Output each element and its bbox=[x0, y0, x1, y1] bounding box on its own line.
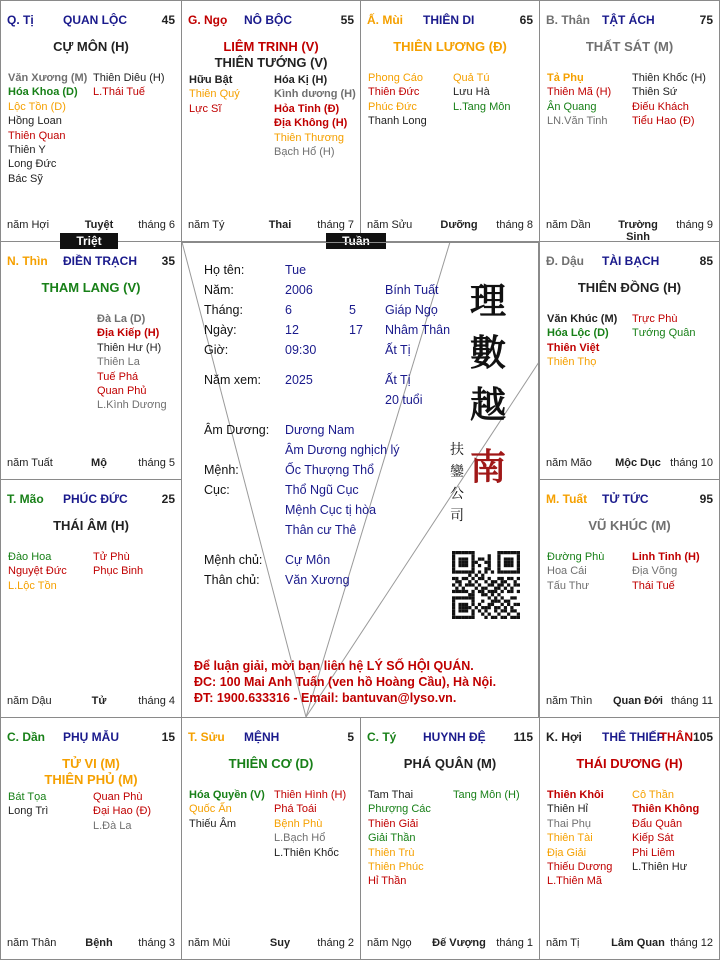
star-item: Thai Phụ bbox=[547, 817, 592, 830]
qr-code-icon bbox=[452, 551, 520, 619]
star-item: Quả Tú bbox=[453, 72, 490, 84]
palace-name: ĐIỀN TRẠCH bbox=[63, 254, 137, 268]
star-item: Tả Phụ bbox=[547, 72, 584, 84]
stars-right bbox=[93, 550, 181, 579]
star-item: Trực Phù bbox=[632, 313, 678, 325]
star-item: Thiên Sứ bbox=[632, 86, 678, 99]
palace-mui bbox=[360, 0, 540, 242]
star-item: Bác Sỹ bbox=[8, 172, 43, 185]
main-star: THIÊN TƯỚNG (V) bbox=[214, 55, 328, 70]
star-item: Phi Liêm bbox=[632, 846, 675, 859]
gio-label: Giờ: bbox=[204, 343, 229, 357]
palace-header bbox=[540, 730, 719, 744]
main-star: THIÊN CƠ (D) bbox=[228, 756, 314, 771]
am-duong-label: Âm Dương: bbox=[204, 423, 270, 437]
stars-left bbox=[547, 71, 639, 129]
star-item: Cô Thần bbox=[632, 789, 674, 801]
palace-footer bbox=[546, 937, 713, 951]
star-item: Hóa Khoa (D) bbox=[8, 86, 78, 99]
palace-tuat bbox=[539, 479, 720, 718]
palace-year: năm Thân bbox=[7, 937, 57, 949]
palace-stage: Suy bbox=[269, 937, 291, 949]
nam-xem-can: Ất Tị bbox=[385, 373, 411, 387]
star-item: Phượng Các bbox=[368, 803, 431, 816]
main-star: THÁI DƯƠNG (H) bbox=[576, 756, 683, 771]
palace-number: 45 bbox=[161, 13, 175, 27]
star-item: Thiên Thương bbox=[274, 131, 345, 144]
star-item: Thiên Y bbox=[8, 144, 46, 157]
am-duong-value: Dương Nam bbox=[285, 423, 355, 437]
star-item: Văn Khúc (M) bbox=[547, 313, 618, 325]
nam-xem-value: 2025 bbox=[285, 373, 313, 387]
palace-branch: C. Tý bbox=[367, 730, 397, 744]
star-item: Điếu Khách bbox=[632, 100, 689, 113]
palace-year: năm Mùi bbox=[188, 937, 231, 949]
star-item: Thiên Giải bbox=[368, 817, 419, 830]
star-item: Hỏa Tinh (Đ) bbox=[274, 102, 340, 115]
star-item: Đường Phù bbox=[547, 551, 605, 563]
palace-dau bbox=[539, 241, 720, 480]
star-item: Lưu Hà bbox=[453, 86, 490, 99]
star-item: Thiên Mã (H) bbox=[547, 86, 612, 99]
star-item: Văn Xương (M) bbox=[8, 72, 88, 84]
star-item: L.Thiên Mã bbox=[547, 875, 603, 888]
seal-char-2: 數 bbox=[470, 332, 507, 374]
main-star: THIÊN PHỦ (M) bbox=[44, 772, 138, 787]
star-item: Thiên Hỉ bbox=[547, 803, 588, 816]
palace-header bbox=[182, 13, 360, 27]
star-item: Long Đức bbox=[8, 158, 57, 171]
star-item: Tướng Quân bbox=[632, 327, 696, 340]
star-item: Tấu Thư bbox=[547, 579, 590, 592]
stars-left bbox=[8, 790, 100, 819]
star-item: Bệnh Phù bbox=[274, 817, 323, 830]
palace-name: TẬT ÁCH bbox=[602, 13, 655, 27]
star-item: Thiên Quý bbox=[189, 88, 240, 101]
main-star: THIÊN LƯƠNG (Đ) bbox=[393, 39, 507, 54]
contact-line-3: ĐT: 1900.633316 - Email: bantuvan@lyso.vn. bbox=[194, 691, 457, 705]
palace-branch: C. Dần bbox=[7, 730, 46, 744]
palace-footer bbox=[7, 457, 175, 471]
star-item: Hỉ Thần bbox=[368, 875, 407, 888]
stars-right bbox=[453, 788, 540, 802]
stars-right bbox=[632, 550, 720, 593]
palace-header bbox=[1, 13, 181, 27]
star-item: Hoa Cái bbox=[547, 565, 587, 578]
palace-branch: K. Hợi bbox=[546, 730, 582, 744]
palace-stage: Thai bbox=[268, 219, 292, 231]
palace-year: năm Sửu bbox=[367, 219, 413, 231]
star-item: L.Thiên Khốc bbox=[274, 846, 339, 859]
palace-stage: Quan Đới bbox=[613, 695, 663, 707]
stars-left bbox=[368, 71, 460, 129]
palace-number: 105 bbox=[692, 730, 713, 744]
star-item: L.Thái Tuế bbox=[93, 86, 145, 99]
stars-left bbox=[547, 312, 639, 370]
star-item: Phong Cáo bbox=[368, 72, 424, 84]
palace-branch: G. Ngọ bbox=[188, 13, 228, 27]
star-item: Tang Môn (H) bbox=[453, 789, 520, 801]
star-item: Thiên Việt bbox=[547, 341, 600, 354]
palace-header bbox=[182, 730, 360, 744]
ngay-can: Nhâm Thân bbox=[385, 323, 451, 337]
nam-can: Bính Tuất bbox=[385, 283, 439, 297]
palace-branch: N. Thìn bbox=[7, 254, 48, 268]
star-item: Thiên Khôi bbox=[547, 789, 604, 801]
palace-header bbox=[1, 730, 181, 744]
star-item: Đào Hoa bbox=[8, 551, 52, 563]
palace-mao bbox=[0, 479, 182, 718]
star-item: LN.Văn Tinh bbox=[547, 115, 608, 128]
palace-ngo bbox=[181, 0, 361, 242]
palace-number: 115 bbox=[513, 730, 533, 744]
menh-value: Ốc Thượng Thổ bbox=[285, 463, 375, 477]
palace-year: năm Tị bbox=[546, 937, 580, 949]
palace-month: tháng 6 bbox=[138, 219, 175, 231]
center-info-panel bbox=[181, 242, 539, 718]
palace-than bbox=[539, 0, 720, 242]
star-item: L.Lộc Tồn bbox=[8, 579, 57, 592]
star-item: Phục Binh bbox=[93, 565, 144, 578]
ngay-label: Ngày: bbox=[204, 323, 237, 337]
gio-can: Ất Tị bbox=[385, 343, 411, 357]
star-item: Nguyệt Đức bbox=[8, 565, 67, 578]
star-item: Tiểu Hao (Đ) bbox=[632, 115, 695, 128]
star-item: Lực Sĩ bbox=[189, 102, 222, 115]
palace-month: tháng 8 bbox=[496, 219, 533, 231]
main-star: THIÊN ĐỒNG (H) bbox=[577, 280, 682, 295]
palace-header bbox=[540, 492, 719, 506]
main-star: THẤT SÁT (M) bbox=[585, 39, 674, 54]
nam-value: 2006 bbox=[285, 283, 313, 297]
palace-name: NÔ BỘC bbox=[244, 13, 292, 27]
palace-year: năm Dần bbox=[546, 219, 591, 231]
palace-stage: Dưỡng bbox=[440, 219, 478, 231]
palace-stage: Mộc Dục bbox=[615, 457, 661, 469]
star-item: Hóa Quyền (V) bbox=[189, 789, 265, 801]
palace-month: tháng 4 bbox=[138, 695, 175, 707]
star-item: Thiên Hình (H) bbox=[274, 789, 347, 801]
star-item: Thiên Tài bbox=[547, 832, 593, 845]
palace-footer bbox=[188, 219, 354, 233]
star-item: Tuế Phá bbox=[97, 370, 139, 383]
star-item: Địa Giải bbox=[547, 846, 587, 859]
menh-label: Mệnh: bbox=[204, 463, 239, 477]
palace-number: 15 bbox=[161, 730, 175, 744]
palace-name: TÀI BẠCH bbox=[602, 254, 660, 268]
palace-name: HUYNH ĐỆ bbox=[423, 730, 486, 744]
thang-am: 5 bbox=[349, 303, 356, 317]
palace-year: năm Thìn bbox=[546, 695, 593, 707]
cuc-note-2: Thân cư Thê bbox=[285, 523, 357, 537]
main-star: THAM LANG (V) bbox=[41, 280, 141, 295]
star-item: Đại Hao (Đ) bbox=[93, 805, 152, 818]
stars-right bbox=[93, 790, 181, 833]
main-star: THÁI ÂM (H) bbox=[53, 518, 129, 533]
star-item: Thiên Đức bbox=[368, 86, 420, 99]
palace-name: PHỤ MẪU bbox=[63, 730, 119, 744]
palace-year: năm Mão bbox=[546, 457, 592, 469]
star-item: Đẩu Quân bbox=[632, 817, 683, 830]
stars-right bbox=[632, 312, 720, 341]
star-item: Quan Phủ bbox=[97, 385, 147, 398]
palace-footer bbox=[7, 937, 175, 951]
star-item: Đà La (D) bbox=[97, 313, 146, 325]
palace-year: năm Tý bbox=[188, 219, 225, 231]
cuc-note-1: Mệnh Cục tị hòa bbox=[285, 503, 377, 517]
star-item: Phúc Đức bbox=[368, 100, 417, 113]
stars-left bbox=[368, 788, 460, 889]
palace-month: tháng 2 bbox=[317, 937, 354, 949]
palace-stage: Đế Vượng bbox=[432, 937, 486, 949]
palace-footer bbox=[188, 937, 354, 951]
palace-header bbox=[361, 730, 539, 744]
palace-branch: T. Sửu bbox=[188, 730, 225, 744]
palace-branch: M. Tuất bbox=[546, 492, 588, 506]
palace-stage: Lâm Quan bbox=[611, 937, 665, 949]
thang-can: Giáp Ngọ bbox=[385, 303, 438, 317]
contact-line-1: Để luận giải, mời bạn liên hệ LÝ SỐ HỘI QUÁN. bbox=[194, 659, 474, 673]
tuan-tag: Tuần bbox=[326, 233, 386, 249]
seal-char-3: 越 bbox=[470, 384, 507, 426]
star-item: Thanh Long bbox=[368, 115, 427, 128]
menh-chu-label: Mệnh chủ: bbox=[204, 553, 263, 567]
main-star: VŨ KHÚC (M) bbox=[588, 518, 671, 533]
palace-month: tháng 10 bbox=[670, 457, 713, 469]
palace-year: năm Ngọ bbox=[367, 937, 412, 949]
cuc-value: Thổ Ngũ Cục bbox=[285, 483, 359, 497]
contact-line-2: ĐC: 100 Mai Anh Tuấn (ven hồ Hoàng Cầu), Hà Nội. bbox=[194, 675, 497, 689]
palace-month: tháng 7 bbox=[317, 219, 354, 231]
ho-ten-value: Tue bbox=[285, 263, 307, 277]
star-item: Thiếu Âm bbox=[189, 817, 237, 830]
palace-month: tháng 5 bbox=[138, 457, 175, 469]
star-item: Hồng Loan bbox=[8, 115, 62, 128]
stars-right bbox=[632, 788, 720, 874]
stars-right bbox=[274, 788, 361, 860]
star-item: L.Bạch Hổ bbox=[274, 832, 326, 845]
star-item: Thiên Thọ bbox=[547, 356, 597, 369]
palace-header bbox=[361, 13, 539, 27]
palace-name: TỬ TỨC bbox=[602, 492, 649, 506]
ngay-am: 17 bbox=[349, 323, 363, 337]
than-chu-label: Thân chủ: bbox=[204, 573, 260, 587]
palace-footer bbox=[546, 695, 713, 709]
palace-branch: T. Mão bbox=[7, 492, 44, 506]
seal-char-4: 南 bbox=[470, 446, 507, 488]
palace-header bbox=[1, 492, 181, 506]
palace-branch: Ấ. Mùi bbox=[367, 13, 403, 27]
palace-month: tháng 11 bbox=[670, 695, 713, 707]
stars-left bbox=[547, 550, 639, 593]
star-item: Quốc Ấn bbox=[189, 803, 232, 816]
star-item: Tử Phù bbox=[93, 551, 130, 563]
thang-value: 6 bbox=[285, 303, 292, 317]
star-item: Thiên Khốc (H) bbox=[632, 72, 706, 84]
palace-number: 35 bbox=[161, 254, 175, 268]
star-item: Thiên Phúc bbox=[368, 861, 424, 874]
than-marker: THÂN bbox=[659, 730, 693, 744]
palace-suu bbox=[181, 717, 361, 960]
palace-footer bbox=[7, 695, 175, 709]
stars-left bbox=[189, 73, 281, 116]
palace-month: tháng 9 bbox=[676, 219, 713, 231]
star-item: Kiếp Sát bbox=[632, 832, 674, 845]
stars-left bbox=[8, 71, 100, 186]
palace-year: năm Hợi bbox=[7, 219, 50, 231]
palace-number: 55 bbox=[340, 13, 354, 27]
tuoi: 20 tuổi bbox=[385, 393, 423, 407]
star-item: L.Tang Môn bbox=[453, 100, 511, 113]
palace-name: QUAN LỘC bbox=[63, 13, 127, 27]
palace-stage: Bệnh bbox=[85, 937, 113, 949]
palace-name: THIÊN DI bbox=[423, 13, 475, 27]
palace-stage: Tuyệt bbox=[84, 219, 114, 231]
palace-month: tháng 1 bbox=[496, 937, 533, 949]
stars-left bbox=[547, 788, 639, 889]
star-item: Bạch Hổ (H) bbox=[274, 146, 335, 159]
palace-branch: Đ. Dậu bbox=[546, 254, 585, 268]
stars-right bbox=[274, 73, 361, 159]
palace-hoi bbox=[539, 717, 720, 960]
stars-right bbox=[93, 71, 181, 100]
main-star: PHÁ QUÂN (M) bbox=[403, 756, 497, 771]
palace-header bbox=[540, 254, 719, 268]
palace-number: 75 bbox=[699, 13, 713, 27]
palace-ty bbox=[0, 0, 182, 242]
than-chu-value: Văn Xương bbox=[285, 573, 350, 587]
main-star: TỬ VI (M) bbox=[62, 756, 120, 771]
palace-number: 95 bbox=[699, 492, 713, 506]
nam-label: Năm: bbox=[204, 283, 234, 297]
palace-stage: Mộ bbox=[91, 457, 107, 469]
palace-ty2 bbox=[360, 717, 540, 960]
palace-branch: Q. Tị bbox=[7, 13, 34, 27]
palace-number: 65 bbox=[519, 13, 533, 27]
star-item: Thiên Diêu (H) bbox=[93, 72, 165, 84]
palace-dan bbox=[0, 717, 182, 960]
star-item: Long Trì bbox=[8, 805, 49, 818]
seal-char-1: 理 bbox=[470, 280, 507, 322]
star-item: Địa Không (H) bbox=[274, 117, 348, 130]
star-item: Linh Tinh (H) bbox=[632, 551, 700, 563]
thang-label: Tháng: bbox=[204, 303, 243, 317]
palace-footer bbox=[367, 219, 533, 233]
ngay-value: 12 bbox=[285, 323, 299, 337]
palace-footer bbox=[367, 937, 533, 951]
star-item: Giải Thần bbox=[368, 832, 416, 845]
palace-header bbox=[1, 254, 181, 268]
star-item: L.Kình Dương bbox=[97, 399, 167, 412]
star-item: Hóa Lộc (D) bbox=[547, 327, 609, 340]
palace-name: MỆNH bbox=[244, 730, 280, 744]
palace-footer bbox=[546, 219, 713, 242]
palace-month: tháng 12 bbox=[670, 937, 713, 949]
palace-number: 85 bbox=[699, 254, 713, 268]
stars-right bbox=[632, 71, 720, 129]
palace-thin bbox=[0, 241, 182, 480]
main-star: CỰ MÔN (H) bbox=[53, 39, 129, 54]
star-item: Thiếu Dương bbox=[547, 861, 613, 874]
palace-year: năm Tuất bbox=[7, 457, 53, 469]
stars-left bbox=[189, 788, 281, 831]
star-item: Thái Tuế bbox=[632, 579, 675, 592]
star-item: Địa Kiếp (H) bbox=[97, 327, 160, 340]
palace-footer bbox=[7, 219, 175, 233]
star-item: Ân Quang bbox=[547, 100, 597, 113]
star-item: Hóa Kị (H) bbox=[274, 74, 328, 86]
star-item: Thiên Trù bbox=[368, 846, 415, 859]
palace-name: PHÚC ĐỨC bbox=[63, 492, 128, 506]
palace-branch: B. Thân bbox=[546, 13, 590, 27]
star-item: Tam Thai bbox=[368, 789, 414, 801]
stars-right bbox=[453, 71, 540, 114]
gio-value: 09:30 bbox=[285, 343, 317, 357]
star-item: Thiên Không bbox=[632, 803, 700, 816]
star-item: L.Đà La bbox=[93, 819, 132, 832]
palace-stage: Trường Sinh bbox=[618, 219, 658, 242]
palace-number: 25 bbox=[161, 492, 175, 506]
am-duong-ly: Âm Dương nghịch lý bbox=[285, 443, 400, 457]
star-item: Thiên Quan bbox=[8, 129, 66, 142]
palace-stage: Tử bbox=[91, 695, 107, 707]
cuc-label: Cục: bbox=[204, 483, 230, 497]
star-item: L.Thiên Hư bbox=[632, 861, 688, 874]
star-item: Lộc Tồn (D) bbox=[8, 100, 66, 113]
main-star: LIÊM TRINH (V) bbox=[223, 39, 319, 54]
palace-name: THÊ THIẾP bbox=[602, 730, 665, 744]
palace-header bbox=[540, 13, 719, 27]
star-item: Quan Phù bbox=[93, 791, 143, 803]
star-item: Kình dương (H) bbox=[274, 88, 356, 101]
star-item: Địa Võng bbox=[632, 565, 678, 578]
palace-month: tháng 3 bbox=[138, 937, 175, 949]
stars-left bbox=[8, 550, 100, 593]
menh-chu-value: Cự Môn bbox=[285, 553, 331, 567]
star-item: Bát Tọa bbox=[8, 791, 47, 803]
ho-ten-label: Họ tên: bbox=[204, 263, 245, 277]
star-item: Thiên La bbox=[97, 356, 140, 369]
stars-right bbox=[97, 312, 182, 413]
star-item: Hữu Bật bbox=[189, 74, 233, 86]
nam-xem-label: Năm xem: bbox=[204, 373, 261, 387]
seal-company: 扶 鑾 公 司 bbox=[450, 442, 464, 524]
palace-footer bbox=[546, 457, 713, 471]
palace-number: 5 bbox=[347, 730, 354, 744]
palace-year: năm Dậu bbox=[7, 695, 52, 707]
star-item: Thiên Hư (H) bbox=[97, 341, 162, 354]
star-item: Phá Toái bbox=[274, 803, 317, 816]
triet-tag: Triệt bbox=[60, 233, 118, 249]
